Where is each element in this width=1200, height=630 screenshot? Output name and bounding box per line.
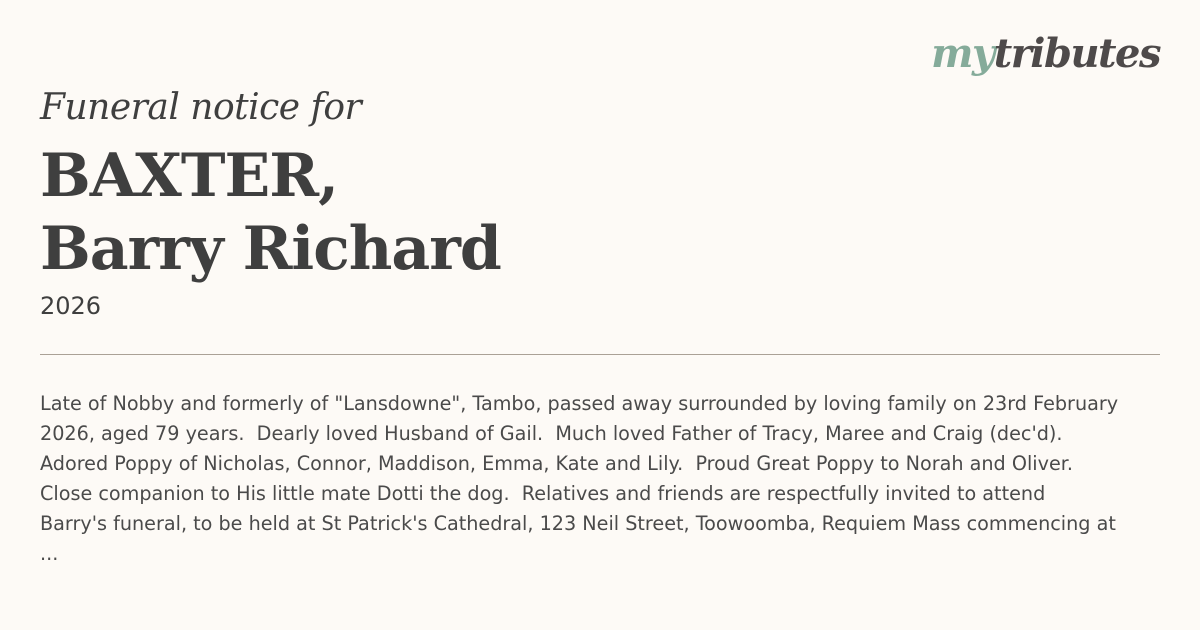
deceased-surname: BAXTER, xyxy=(40,141,338,211)
notice-body-text: Late of Nobby and formerly of "Lansdowne", Tambo, passed away surrounded by loving family on 23rd February 2026, aged 79 years. Dearly loved Husband of Gail. Much loved Father of Tracy, Maree and Craig (dec'd). Adored Poppy of Nicholas, Connor, Maddison, Emma, Kate and Lily. Proud Great Poppy to Norah and Oliver. Close companion to His little mate Dotti the dog. Relatives and friends are respectfully invited to attend Barry's funeral, to be held at St Patrick's Cathedral, 123 Neil Street, Toowoomba, Requiem Mass commencing at ... xyxy=(40,392,1119,565)
notice-year: 2026 xyxy=(40,292,102,320)
deceased-name xyxy=(40,140,501,286)
logo-my-text: my xyxy=(931,30,994,77)
notice-subtitle: Funeral notice for xyxy=(40,87,362,128)
logo-tributes-text: tributes xyxy=(993,30,1160,77)
mytributes-logo xyxy=(931,30,1160,77)
divider xyxy=(40,354,1160,355)
deceased-given-names: Barry Richard xyxy=(40,214,501,284)
